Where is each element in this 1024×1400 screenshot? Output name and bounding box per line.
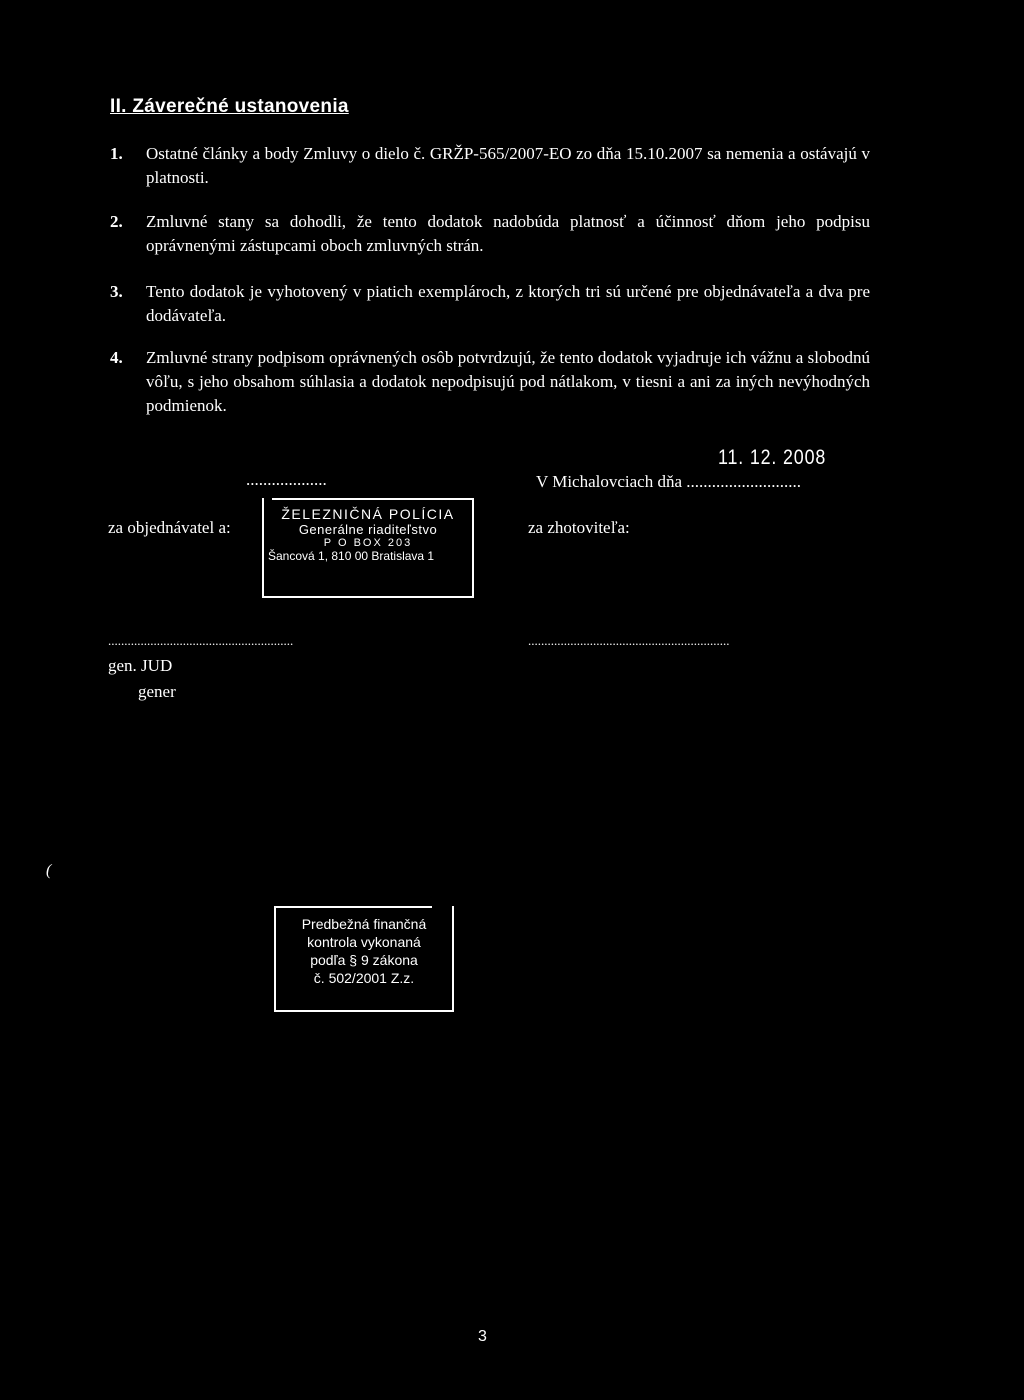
clause-4 xyxy=(110,346,870,418)
clause-number: 4. xyxy=(110,348,123,367)
orderer-label: za objednávatel a: xyxy=(108,518,231,537)
page-number: 3 xyxy=(478,1328,487,1345)
handwritten-date: 11. 12. 2008 xyxy=(718,446,827,469)
place-and-date xyxy=(536,472,801,492)
stamp-line: Generálne riaditeľstvo xyxy=(298,522,438,537)
clause-3 xyxy=(110,280,870,328)
financial-control-stamp xyxy=(274,906,454,1012)
stamp-border-top xyxy=(276,906,432,908)
place-dots: ........................... xyxy=(686,472,802,491)
contractor-label: za zhotoviteľa: xyxy=(528,518,630,537)
clause-number: 3. xyxy=(110,282,123,301)
clause-number: 1. xyxy=(110,144,123,163)
signature-line-left: ......................................................... xyxy=(108,633,294,648)
stamp-line: ŽELEZNIČNÁ POLÍCIA xyxy=(281,506,455,522)
stamp-line: Šancová 1, 810 00 Bratislava 1 xyxy=(268,549,435,563)
clause-text: Zmluvné strany podpisom oprávnených osôb potvrdzujú, že tento dodatok vyjadruje ich vážnu a slobodnú vôľu, s jeho obsahom súhlasia a dodatok nepodpisujú pod nátlakom, v tiesni a ani za iných nevýhodných podmienok. xyxy=(146,348,870,415)
stamp-line: P O BOX 203 xyxy=(323,537,413,549)
stray-mark: ( xyxy=(46,862,52,879)
date-dots-left: ................... xyxy=(246,470,327,489)
stamp-line: kontrola vykonaná xyxy=(307,934,421,950)
clause-2 xyxy=(110,210,870,258)
stamp-border-top xyxy=(272,498,472,500)
clause-text: Tento dodatok je vyhotovený v piatich exemplároch, z ktorých tri sú určené pre objednávateľa a dva pre dodávateľa. xyxy=(146,282,870,325)
stamp-line: podľa § 9 zákona xyxy=(310,952,418,968)
place-text: V Michalovciach dňa xyxy=(536,472,683,491)
stamp-line: č. 502/2001 Z.z. xyxy=(313,970,415,986)
signer-title: gener xyxy=(138,682,176,701)
clause-text: Ostatné články a body Zmluvy o dielo č. GRŽP-565/2007-EO zo dňa 15.10.2007 sa nemenia a ostávajú v platnosti. xyxy=(146,144,870,187)
clause-text: Zmluvné stany sa dohodli, že tento dodatok nadobúda platnosť a účinnosť dňom jeho podpisu oprávnenými zástupcami oboch zmluvných strán. xyxy=(146,212,870,255)
signer-name: gen. JUD xyxy=(108,656,173,675)
clause-number: 2. xyxy=(110,212,123,231)
police-stamp xyxy=(262,498,474,598)
clause-1 xyxy=(110,142,870,190)
stamp-line: Predbežná finančná xyxy=(301,916,427,932)
section-heading: II. Záverečné ustanovenia xyxy=(110,96,349,117)
signature-line-right: .............................................................. xyxy=(528,633,730,648)
